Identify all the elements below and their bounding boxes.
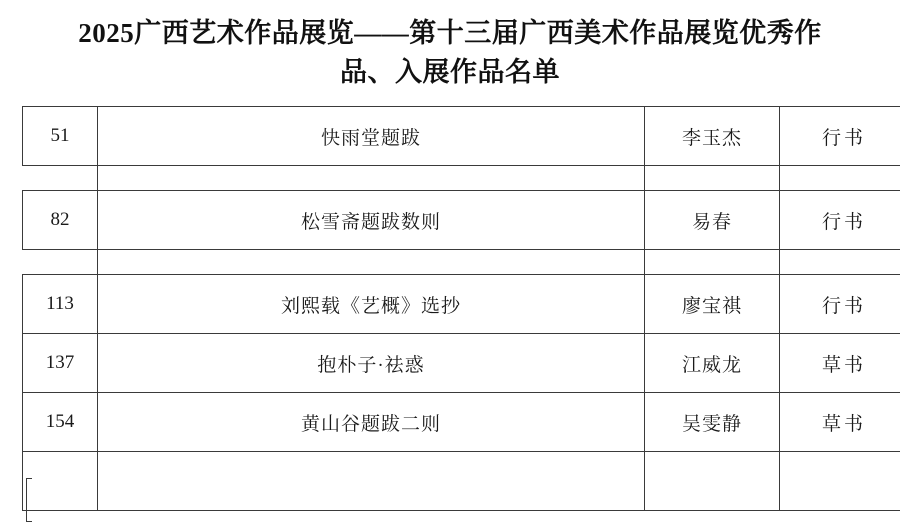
table-row bbox=[23, 191, 900, 250]
table-row-partial bbox=[23, 452, 900, 511]
exhibition-listing-table bbox=[22, 106, 900, 511]
row-number: 154 bbox=[23, 393, 98, 452]
gap-cell bbox=[645, 166, 780, 191]
row-style: 行书 bbox=[780, 275, 900, 334]
gap-cell bbox=[780, 166, 900, 191]
row-author bbox=[645, 452, 780, 511]
row-number: 82 bbox=[23, 191, 98, 250]
row-author: 吴雯静 bbox=[645, 393, 780, 452]
table-row bbox=[23, 334, 900, 393]
row-style: 草书 bbox=[780, 334, 900, 393]
row-gap bbox=[23, 166, 900, 191]
gap-cell bbox=[98, 166, 645, 191]
row-style: 行书 bbox=[780, 107, 900, 166]
table-body bbox=[23, 107, 900, 511]
row-work-title: 快雨堂题跋 bbox=[98, 107, 645, 166]
gap-cell bbox=[645, 250, 780, 275]
row-work-title: 抱朴子·祛惑 bbox=[98, 334, 645, 393]
gap-cell bbox=[23, 250, 98, 275]
table-row bbox=[23, 275, 900, 334]
row-number: 113 bbox=[23, 275, 98, 334]
row-author: 易春 bbox=[645, 191, 780, 250]
listing-table-wrapper bbox=[22, 106, 878, 511]
gap-cell bbox=[23, 166, 98, 191]
page-title: 2025广西艺术作品展览——第十三届广西美术作品展览优秀作品、入展作品名单 bbox=[0, 0, 900, 92]
row-work-title: 刘熙载《艺概》选抄 bbox=[98, 275, 645, 334]
row-style: 草书 bbox=[780, 393, 900, 452]
row-style: 行书 bbox=[780, 191, 900, 250]
row-work-title bbox=[98, 452, 645, 511]
row-author: 李玉杰 bbox=[645, 107, 780, 166]
gap-cell bbox=[98, 250, 645, 275]
row-author: 廖宝祺 bbox=[645, 275, 780, 334]
row-work-title: 松雪斋题跋数则 bbox=[98, 191, 645, 250]
row-style bbox=[780, 452, 900, 511]
row-work-title: 黄山谷题跋二则 bbox=[98, 393, 645, 452]
table-row bbox=[23, 393, 900, 452]
row-number: 137 bbox=[23, 334, 98, 393]
table-row bbox=[23, 107, 900, 166]
row-number bbox=[23, 452, 98, 511]
row-author: 江威龙 bbox=[645, 334, 780, 393]
page-edge-mark bbox=[26, 478, 32, 522]
row-gap bbox=[23, 250, 900, 275]
gap-cell bbox=[780, 250, 900, 275]
row-number: 51 bbox=[23, 107, 98, 166]
